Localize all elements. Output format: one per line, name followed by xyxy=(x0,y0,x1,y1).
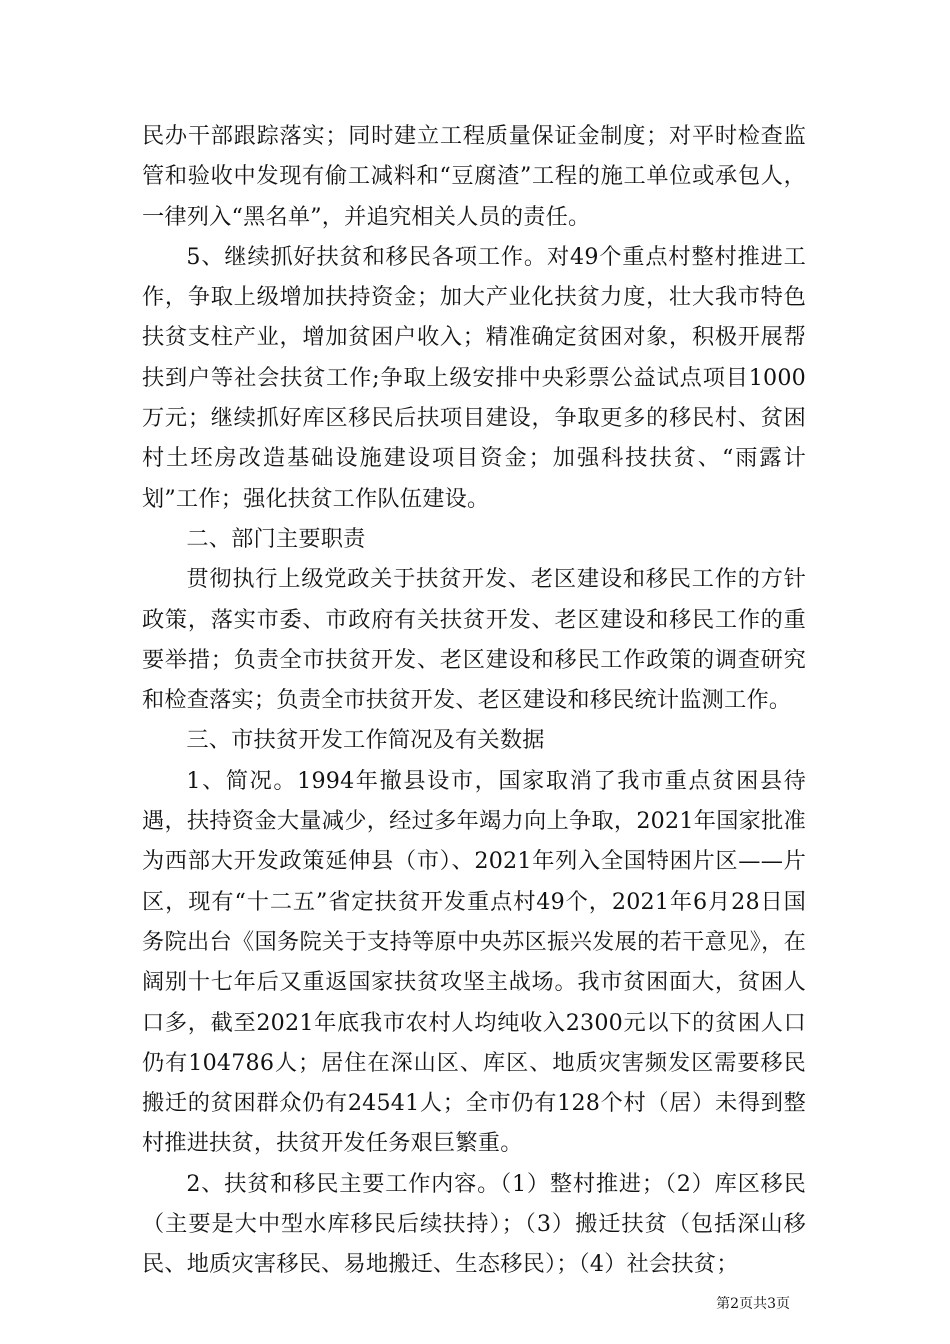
paragraph-4: 1、简况。1994年撤县设市，国家取消了我市重点贫困县待遇，扶持资金大量减少，经过多年竭力向上争取，2021年国家批准为西部大开发政策延伸县（市）、2021年列入全国特困片区——片区，现有“十二五”省定扶贫开发重点村49个，2021年6月28日国务院出台《国务院关于支持等原中央苏区振兴发展的若干意见》，在阔别十七年后又重返国家扶贫攻坚主战场。我市贫困面大，贫困人口多，截至2021年底我市农村人均纯收入2300元以下的贫困人口仍有104786人；居住在深山区、库区、地质灾害频发区需要移民搬迁的贫困群众仍有24541人；全市仍有128个村（居）未得到整村推进扶贫，扶贫开发任务艰巨繁重。 xyxy=(142,767,806,1157)
paragraph-5: 2、扶贫和移民主要工作内容。（1）整村推进；（2）库区移民（主要是大中型水库移民后续扶持）；（3）搬迁扶贫（包括深山移民、地质灾害移民、易地搬迁、生态移民）；（4）社会扶贫； xyxy=(142,1170,806,1278)
section-heading-3: 三、市扶贫开发工作简况及有关数据 xyxy=(186,727,545,754)
section-heading-2: 二、部门主要职责 xyxy=(186,525,366,552)
page-number-footer: 第2页共3页 xyxy=(716,1296,790,1312)
document-body xyxy=(142,116,806,1285)
paragraph-2: 5、继续抓好扶贫和移民各项工作。对49个重点村整村推进工作，争取上级增加扶持资金；加大产业化扶贫力度，壮大我市特色扶贫支柱产业，增加贫困户收入；精准确定贫困对象，积极开展帮扶到户等社会扶贫工作;争取上级安排中央彩票公益试点项目1000万元；继续抓好库区移民后扶项目建设，争取更多的移民村、贫困村土坯房改造基础设施建设项目资金；加强科技扶贫、“雨露计划”工作；强化扶贫工作队伍建设。 xyxy=(142,243,806,512)
paragraph-3: 贯彻执行上级党政关于扶贫开发、老区建设和移民工作的方针政策，落实市委、市政府有关扶贫开发、老区建设和移民工作的重要举措；负责全市扶贫开发、老区建设和移民工作政策的调查研究和检查落实；负责全市扶贫开发、老区建设和移民统计监测工作。 xyxy=(142,566,806,714)
paragraph-1: 民办干部跟踪落实；同时建立工程质量保证金制度；对平时检查监管和验收中发现有偷工减料和“豆腐渣”工程的施工单位或承包人，一律列入“黑名单”，并追究相关人员的责任。 xyxy=(142,123,806,230)
